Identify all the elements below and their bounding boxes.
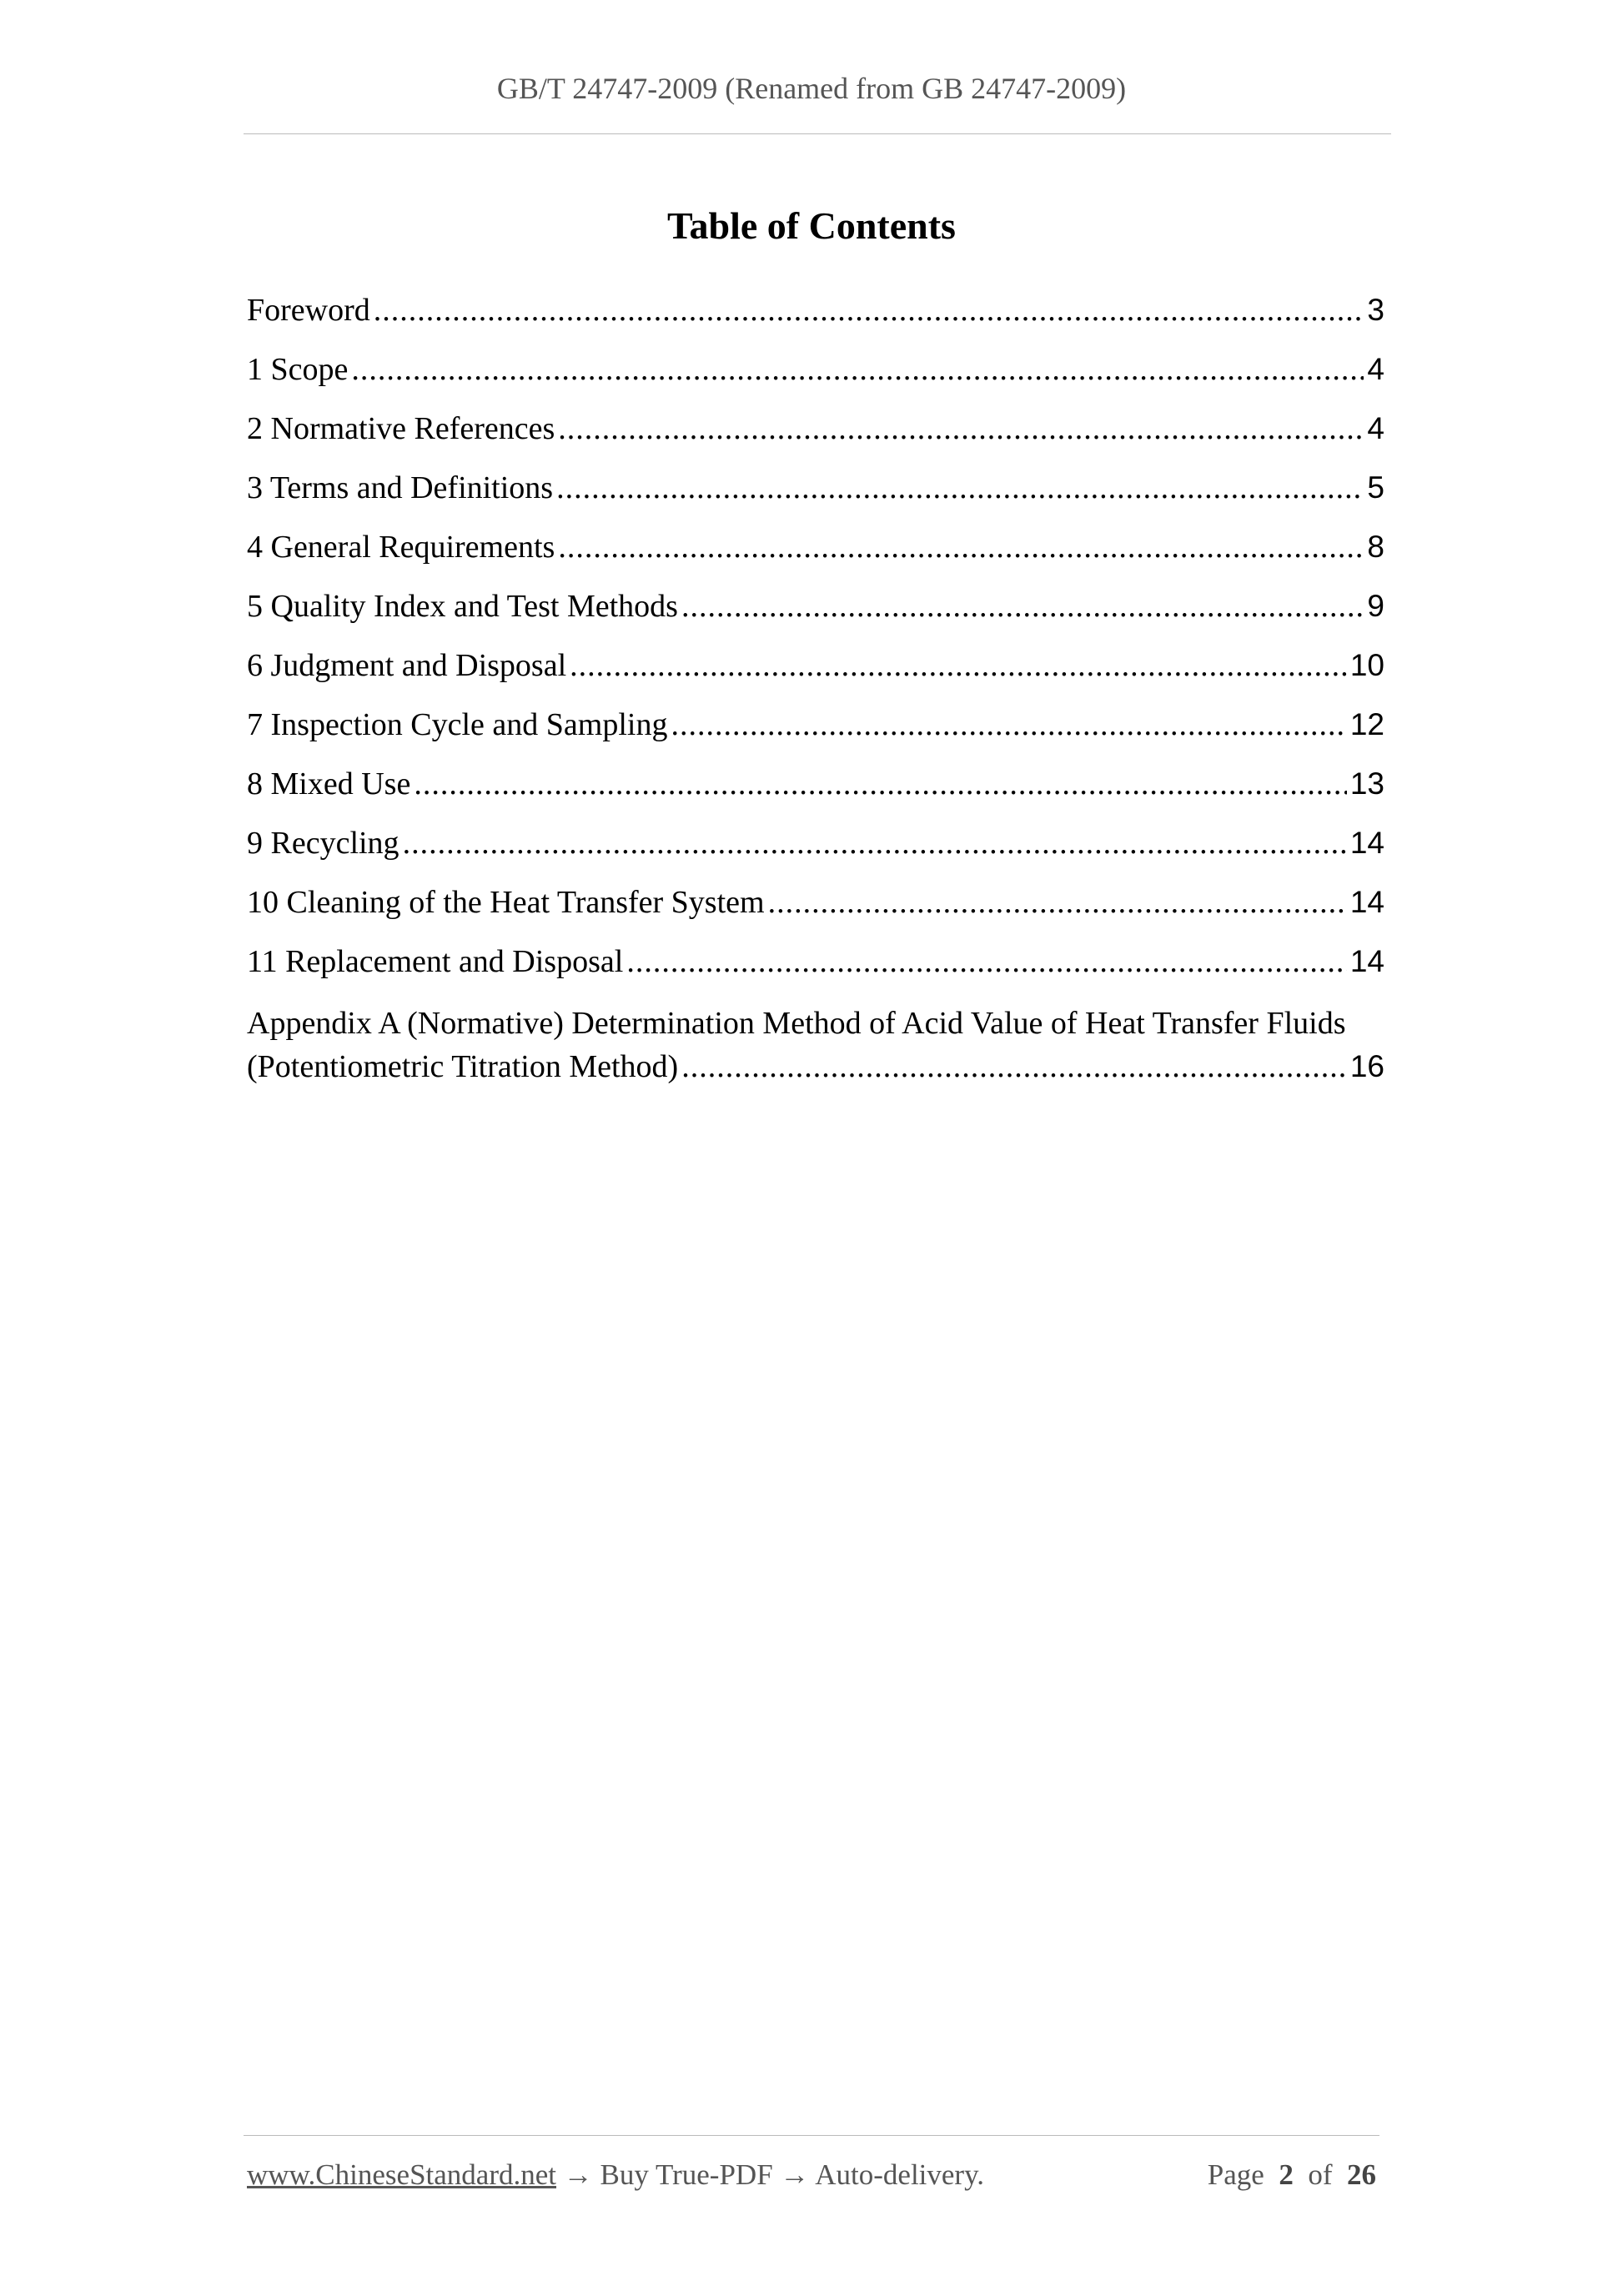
dot-leader <box>403 824 1347 862</box>
toc-entry-page: 14 <box>1349 826 1384 860</box>
toc-entry-page: 5 <box>1367 470 1384 505</box>
page-footer <box>247 2158 1376 2192</box>
toc-entry-normative-references[interactable] <box>247 409 1384 469</box>
toc-entry-page: 4 <box>1367 352 1384 386</box>
header-divider <box>244 133 1391 134</box>
buy-text: Buy True-PDF <box>600 2158 773 2191</box>
toc-entry-page: 13 <box>1349 766 1384 801</box>
document-header: GB/T 24747-2009 (Renamed from GB 24747-2009) <box>496 72 1127 105</box>
dot-leader <box>374 291 1364 329</box>
dot-leader <box>556 469 1364 507</box>
toc-entry-continuation <box>247 1045 1384 1088</box>
toc-entry-general-requirements[interactable] <box>247 528 1384 587</box>
toc-entry-label: 7 Inspection Cycle and Sampling <box>247 707 668 742</box>
toc-entry-label: 3 Terms and Definitions <box>247 470 554 505</box>
toc-entry-recycling[interactable] <box>247 824 1384 883</box>
toc-entry-label: 10 Cleaning of the Heat Transfer System <box>247 885 765 920</box>
toc-entry-cleaning[interactable] <box>247 883 1384 942</box>
toc-entry-label: 5 Quality Index and Test Methods <box>247 589 678 624</box>
dot-leader <box>414 765 1347 803</box>
toc-entry-inspection-cycle[interactable] <box>247 706 1384 765</box>
site-link[interactable]: www.ChineseStandard.net <box>247 2158 556 2191</box>
toc-entry-page: 4 <box>1367 411 1384 445</box>
delivery-text: Auto-delivery. <box>815 2158 985 2191</box>
total-pages: 26 <box>1347 2158 1376 2191</box>
toc-entry-page: 9 <box>1367 589 1384 623</box>
dot-leader <box>351 350 1364 389</box>
toc-entry-appendix-a[interactable] <box>247 1002 1384 1088</box>
footer-divider <box>244 2135 1379 2136</box>
dot-leader <box>671 706 1346 744</box>
arrow-right-icon: → <box>563 2158 593 2191</box>
dot-leader <box>681 587 1364 625</box>
toc-entry-foreword[interactable] <box>247 291 1384 350</box>
current-page: 2 <box>1279 2158 1294 2191</box>
footer-promo <box>247 2158 984 2192</box>
dot-leader <box>768 883 1347 922</box>
toc-entry-label: 9 Recycling <box>247 826 399 861</box>
toc-entry-page: 16 <box>1349 1049 1384 1083</box>
table-of-contents <box>247 291 1384 1088</box>
toc-entry-label: 8 Mixed Use <box>247 766 411 801</box>
dot-leader <box>570 646 1347 685</box>
page-number <box>1208 2158 1376 2192</box>
toc-title: Table of Contents <box>667 204 956 247</box>
toc-entry-terms-definitions[interactable] <box>247 469 1384 528</box>
toc-entry-label: Foreword <box>247 293 370 328</box>
toc-entry-mixed-use[interactable] <box>247 765 1384 824</box>
of-word: of <box>1308 2158 1333 2191</box>
toc-entry-quality-index[interactable] <box>247 587 1384 646</box>
toc-entry-page: 14 <box>1349 885 1384 919</box>
toc-entry-page: 14 <box>1349 944 1384 978</box>
dot-leader <box>681 1045 1347 1088</box>
toc-entry-replacement-disposal[interactable] <box>247 942 1384 1002</box>
toc-entry-label: 6 Judgment and Disposal <box>247 648 567 683</box>
toc-entry-page: 3 <box>1367 293 1384 327</box>
toc-entry-label: 11 Replacement and Disposal <box>247 944 624 979</box>
toc-entry-label: 4 General Requirements <box>247 530 555 565</box>
toc-entry-judgment-disposal[interactable] <box>247 646 1384 706</box>
toc-entry-page: 12 <box>1349 707 1384 741</box>
dot-leader <box>626 942 1347 981</box>
toc-entry-label: 1 Scope <box>247 352 349 387</box>
page-word: Page <box>1207 2158 1264 2191</box>
toc-entry-label: 2 Normative References <box>247 411 555 446</box>
toc-entry-scope[interactable] <box>247 350 1384 409</box>
toc-entry-page: 10 <box>1349 648 1384 682</box>
toc-entry-label: Appendix A (Normative) Determination Method of Acid Value of Heat Transfer Fluids <box>247 1006 1346 1041</box>
dot-leader <box>558 409 1364 448</box>
toc-entry-label-continued: (Potentiometric Titration Method) <box>247 1049 679 1084</box>
arrow-right-icon: → <box>780 2158 810 2191</box>
toc-entry-page: 8 <box>1367 530 1384 564</box>
dot-leader <box>558 528 1364 566</box>
